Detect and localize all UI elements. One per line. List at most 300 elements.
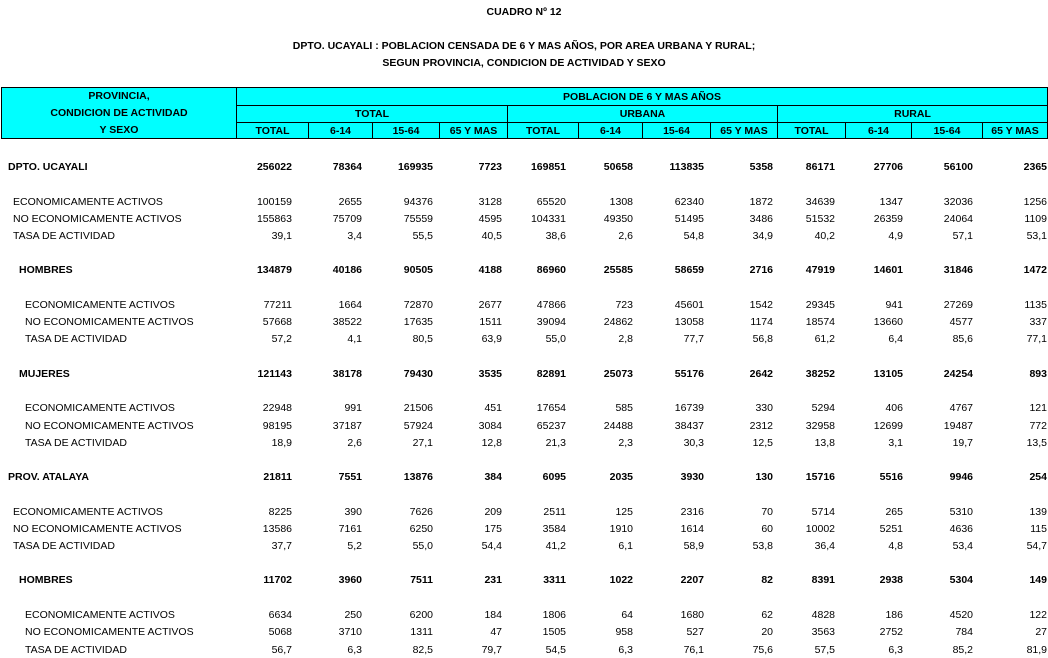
table-cell: 11702 <box>263 574 292 586</box>
table-cell: 79,7 <box>481 644 502 656</box>
table-cell: 39,1 <box>271 230 292 242</box>
table-cell: 49350 <box>603 213 633 225</box>
table-cell: 6250 <box>409 523 433 535</box>
table-cell: 2716 <box>749 264 773 276</box>
row-label: DPTO. UCAYALI <box>8 161 88 173</box>
table-cell: 6,1 <box>618 540 633 552</box>
table-cell: 13,5 <box>1026 437 1047 449</box>
table-cell: 62 <box>761 609 773 621</box>
table-cell: 6200 <box>409 609 433 621</box>
table-cell: 149 <box>1029 574 1047 586</box>
table-cell: 47866 <box>536 299 566 311</box>
table-cell: 772 <box>1029 420 1047 432</box>
table-cell: 4577 <box>949 316 973 328</box>
table-cell: 75559 <box>403 213 433 225</box>
stub-header-line3: Y SEXO <box>99 123 139 136</box>
table-cell: 5358 <box>749 161 773 173</box>
table-cell: 19487 <box>943 420 973 432</box>
table-cell: 527 <box>686 626 704 638</box>
table-cell: 54,5 <box>545 644 566 656</box>
table-cell: 7626 <box>409 506 433 518</box>
column-header-4: TOTAL <box>507 122 579 139</box>
table-cell: 6,3 <box>888 644 903 656</box>
row-label: MUJERES <box>19 368 70 380</box>
table-cell: 2511 <box>543 506 566 518</box>
table-cell: 3,1 <box>888 437 903 449</box>
row-label: NO ECONOMICAMENTE ACTIVOS <box>25 626 194 638</box>
table-cell: 81,9 <box>1026 644 1047 656</box>
table-cell: 958 <box>615 626 633 638</box>
table-cell: 4595 <box>478 213 502 225</box>
table-cell: 122 <box>1029 609 1047 621</box>
column-header-8: TOTAL <box>777 122 846 139</box>
table-cell: 3710 <box>338 626 362 638</box>
table-cell: 941 <box>885 299 903 311</box>
table-cell: 29345 <box>805 299 835 311</box>
table-row <box>0 469 1048 485</box>
table-cell: 6,3 <box>618 644 633 656</box>
table-cell: 2655 <box>338 196 362 208</box>
row-label: NO ECONOMICAMENTE ACTIVOS <box>13 523 182 535</box>
table-cell: 1664 <box>338 299 362 311</box>
table-cell: 54,4 <box>481 540 502 552</box>
table-cell: 3,4 <box>347 230 362 242</box>
table-cell: 384 <box>484 471 502 483</box>
table-cell: 7723 <box>478 161 502 173</box>
column-header-2: 15-64 <box>372 122 440 139</box>
table-cell: 7551 <box>338 471 362 483</box>
table-cell: 4,8 <box>888 540 903 552</box>
table-cell: 991 <box>344 402 362 414</box>
table-cell: 13586 <box>262 523 292 535</box>
table-cell: 54,7 <box>1026 540 1047 552</box>
population-group-header: POBLACION DE 6 Y MAS AÑOS <box>236 87 1048 106</box>
table-cell: 2312 <box>749 420 773 432</box>
table-cell: 30,3 <box>683 437 704 449</box>
table-cell: 8225 <box>268 506 292 518</box>
table-cell: 1135 <box>1024 299 1047 311</box>
table-cell: 5516 <box>879 471 903 483</box>
table-cell: 16739 <box>674 402 704 414</box>
table-cell: 82 <box>761 574 773 586</box>
table-cell: 256022 <box>256 161 292 173</box>
table-cell: 57,2 <box>271 333 292 345</box>
table-cell: 723 <box>615 299 633 311</box>
table-cell: 90505 <box>403 264 433 276</box>
table-cell: 134879 <box>256 264 292 276</box>
table-cell: 50658 <box>603 161 633 173</box>
table-cell: 64 <box>621 609 633 621</box>
table-cell: 5068 <box>268 626 292 638</box>
table-cell: 21,3 <box>545 437 566 449</box>
table-cell: 1311 <box>410 626 433 638</box>
table-cell: 56,7 <box>271 644 292 656</box>
table-cell: 231 <box>484 574 502 586</box>
table-row <box>0 366 1048 382</box>
table-row <box>0 297 1048 313</box>
table-row <box>0 435 1048 451</box>
row-label: NO ECONOMICAMENTE ACTIVOS <box>13 213 182 225</box>
table-cell: 121 <box>1029 402 1047 414</box>
table-row <box>0 642 1048 658</box>
area-header-total: TOTAL <box>236 105 508 123</box>
area-header-urbana: URBANA <box>507 105 778 123</box>
row-label: TASA DE ACTIVIDAD <box>13 540 115 552</box>
table-row <box>0 400 1048 416</box>
table-cell: 58,9 <box>683 540 704 552</box>
table-cell: 27269 <box>943 299 973 311</box>
table-cell: 330 <box>755 402 773 414</box>
table-cell: 6,3 <box>347 644 362 656</box>
table-cell: 14601 <box>873 264 903 276</box>
table-cell: 82,5 <box>412 644 433 656</box>
table-cell: 17635 <box>403 316 433 328</box>
column-header-9: 6-14 <box>845 122 912 139</box>
area-header-rural: RURAL <box>777 105 1048 123</box>
table-cell: 65520 <box>536 196 566 208</box>
table-cell: 13058 <box>674 316 704 328</box>
table-cell: 3960 <box>338 574 362 586</box>
table-cell: 75709 <box>332 213 362 225</box>
row-label: NO ECONOMICAMENTE ACTIVOS <box>25 420 194 432</box>
table-cell: 2,6 <box>618 230 633 242</box>
table-cell: 20 <box>761 626 773 638</box>
table-row <box>0 504 1048 520</box>
table-cell: 1542 <box>749 299 773 311</box>
table-cell: 104331 <box>530 213 566 225</box>
table-cell: 38,6 <box>545 230 566 242</box>
table-row <box>0 159 1048 175</box>
table-cell: 113835 <box>669 161 704 173</box>
table-cell: 7511 <box>410 574 433 586</box>
table-cell: 4,9 <box>888 230 903 242</box>
table-cell: 58659 <box>674 264 704 276</box>
table-cell: 38437 <box>674 420 704 432</box>
table-subtitle-line2: SEGUN PROVINCIA, CONDICION DE ACTIVIDAD Y SEXO <box>382 57 666 69</box>
table-cell: 406 <box>885 402 903 414</box>
table-cell: 12,8 <box>481 437 502 449</box>
table-cell: 63,9 <box>481 333 502 345</box>
table-cell: 36,4 <box>814 540 835 552</box>
table-cell: 26359 <box>873 213 903 225</box>
table-cell: 6634 <box>268 609 292 621</box>
table-row <box>0 418 1048 434</box>
table-cell: 254 <box>1029 471 1047 483</box>
table-cell: 38178 <box>332 368 362 380</box>
table-cell: 265 <box>885 506 903 518</box>
table-cell: 169935 <box>397 161 433 173</box>
table-cell: 24862 <box>603 316 633 328</box>
table-cell: 13876 <box>403 471 433 483</box>
table-row <box>0 607 1048 623</box>
table-cell: 39094 <box>536 316 566 328</box>
table-cell: 53,1 <box>1026 230 1047 242</box>
table-cell: 86960 <box>536 264 566 276</box>
table-cell: 13,8 <box>814 437 835 449</box>
table-cell: 77,7 <box>683 333 704 345</box>
table-cell: 115 <box>1030 523 1047 535</box>
table-cell: 72870 <box>403 299 433 311</box>
table-cell: 25585 <box>603 264 633 276</box>
table-cell: 15716 <box>805 471 835 483</box>
table-cell: 77,1 <box>1026 333 1047 345</box>
column-header-0: TOTAL <box>236 122 309 139</box>
table-cell: 2,3 <box>618 437 633 449</box>
stub-header-line2: CONDICION DE ACTIVIDAD <box>50 106 188 119</box>
table-cell: 1308 <box>609 196 633 208</box>
table-cell: 2035 <box>609 471 633 483</box>
table-cell: 85,2 <box>952 644 973 656</box>
table-cell: 4767 <box>949 402 973 414</box>
table-cell: 55,0 <box>545 333 566 345</box>
table-cell: 8391 <box>811 574 835 586</box>
row-label: NO ECONOMICAMENTE ACTIVOS <box>25 316 194 328</box>
table-cell: 3930 <box>680 471 704 483</box>
table-cell: 9946 <box>949 471 973 483</box>
row-label: ECONOMICAMENTE ACTIVOS <box>13 506 163 518</box>
table-cell: 57668 <box>262 316 292 328</box>
table-cell: 1680 <box>680 609 704 621</box>
row-label: ECONOMICAMENTE ACTIVOS <box>25 609 175 621</box>
column-header-3: 65 Y MAS <box>439 122 508 139</box>
table-cell: 2642 <box>749 368 773 380</box>
table-cell: 1109 <box>1024 213 1047 225</box>
table-cell: 86171 <box>805 161 835 173</box>
table-cell: 27 <box>1035 626 1047 638</box>
table-cell: 2677 <box>478 299 502 311</box>
table-cell: 3084 <box>478 420 502 432</box>
table-cell: 3486 <box>749 213 773 225</box>
table-cell: 56,8 <box>752 333 773 345</box>
table-cell: 27,1 <box>412 437 433 449</box>
table-cell: 18,9 <box>271 437 292 449</box>
table-cell: 184 <box>484 609 502 621</box>
table-cell: 75,6 <box>752 644 773 656</box>
table-cell: 21811 <box>263 471 292 483</box>
row-label: PROV. ATALAYA <box>8 471 89 483</box>
table-cell: 169851 <box>530 161 566 173</box>
row-label: TASA DE ACTIVIDAD <box>25 333 127 345</box>
table-cell: 585 <box>615 402 633 414</box>
table-cell: 78364 <box>332 161 362 173</box>
table-cell: 31846 <box>943 264 973 276</box>
table-cell: 3535 <box>478 368 502 380</box>
row-label: TASA DE ACTIVIDAD <box>25 644 127 656</box>
table-header <box>1 87 1048 139</box>
row-label: ECONOMICAMENTE ACTIVOS <box>25 299 175 311</box>
table-row <box>0 314 1048 330</box>
table-cell: 82891 <box>536 368 566 380</box>
table-cell: 1022 <box>609 574 633 586</box>
table-cell: 2,8 <box>618 333 633 345</box>
table-cell: 77211 <box>263 299 292 311</box>
table-cell: 56100 <box>943 161 973 173</box>
table-cell: 47 <box>490 626 502 638</box>
table-cell: 53,8 <box>752 540 773 552</box>
table-cell: 175 <box>484 523 502 535</box>
table-row <box>0 572 1048 588</box>
table-cell: 32958 <box>805 420 835 432</box>
table-cell: 41,2 <box>545 540 566 552</box>
table-cell: 24488 <box>603 420 633 432</box>
table-cell: 4520 <box>949 609 973 621</box>
stub-header-line1: PROVINCIA, <box>88 89 150 102</box>
table-cell: 76,1 <box>683 644 704 656</box>
table-cell: 1174 <box>750 316 773 328</box>
column-header-7: 65 Y MAS <box>710 122 778 139</box>
table-cell: 60 <box>761 523 773 535</box>
table-cell: 2752 <box>879 626 903 638</box>
table-cell: 4636 <box>949 523 973 535</box>
table-cell: 85,6 <box>952 333 973 345</box>
table-cell: 40186 <box>332 264 362 276</box>
table-cell: 51532 <box>805 213 835 225</box>
table-cell: 3128 <box>478 196 502 208</box>
table-cell: 57,5 <box>814 644 835 656</box>
table-cell: 62340 <box>674 196 704 208</box>
table-cell: 3311 <box>543 574 566 586</box>
table-cell: 34639 <box>805 196 835 208</box>
row-label: TASA DE ACTIVIDAD <box>13 230 115 242</box>
table-cell: 19,7 <box>952 437 973 449</box>
table-cell: 337 <box>1029 316 1047 328</box>
column-header-11: 65 Y MAS <box>982 122 1048 139</box>
table-cell: 2316 <box>680 506 704 518</box>
table-cell: 98195 <box>262 420 292 432</box>
table-cell: 21506 <box>403 402 433 414</box>
table-cell: 51495 <box>674 213 704 225</box>
table-cell: 6095 <box>542 471 566 483</box>
row-label: HOMBRES <box>19 574 73 586</box>
table-cell: 3563 <box>811 626 835 638</box>
table-cell: 12699 <box>873 420 903 432</box>
table-cell: 12,5 <box>752 437 773 449</box>
table-cell: 80,5 <box>412 333 433 345</box>
table-cell: 1806 <box>542 609 566 621</box>
table-row <box>0 228 1048 244</box>
stub-header <box>1 87 237 139</box>
table-row <box>0 521 1048 537</box>
table-cell: 1910 <box>609 523 633 535</box>
table-cell: 451 <box>484 402 502 414</box>
table-cell: 70 <box>761 506 773 518</box>
table-cell: 57,1 <box>952 230 973 242</box>
table-cell: 3584 <box>542 523 566 535</box>
row-label: HOMBRES <box>19 264 73 276</box>
table-row <box>0 331 1048 347</box>
column-header-10: 15-64 <box>911 122 983 139</box>
table-cell: 390 <box>344 506 362 518</box>
table-cell: 37,7 <box>271 540 292 552</box>
table-cell: 5294 <box>811 402 835 414</box>
row-label: ECONOMICAMENTE ACTIVOS <box>25 402 175 414</box>
table-cell: 18574 <box>805 316 835 328</box>
table-cell: 1505 <box>542 626 566 638</box>
table-cell: 40,5 <box>481 230 502 242</box>
table-cell: 57924 <box>403 420 433 432</box>
column-header-5: 6-14 <box>578 122 643 139</box>
table-cell: 2938 <box>879 574 903 586</box>
table-row <box>0 194 1048 210</box>
table-cell: 1511 <box>479 316 502 328</box>
row-label: ECONOMICAMENTE ACTIVOS <box>13 196 163 208</box>
table-cell: 17654 <box>536 402 566 414</box>
table-row <box>0 624 1048 640</box>
table-cell: 47919 <box>805 264 835 276</box>
table-cell: 5251 <box>879 523 903 535</box>
table-cell: 94376 <box>403 196 433 208</box>
table-cell: 139 <box>1029 506 1047 518</box>
table-number-title: CUADRO Nº 12 <box>486 6 562 18</box>
table-cell: 55176 <box>674 368 704 380</box>
table-cell: 125 <box>615 506 633 518</box>
table-cell: 55,5 <box>412 230 433 242</box>
table-cell: 130 <box>755 471 773 483</box>
table-cell: 4188 <box>478 264 502 276</box>
row-label: TASA DE ACTIVIDAD <box>25 437 127 449</box>
table-cell: 2365 <box>1023 161 1047 173</box>
table-cell: 7161 <box>338 523 362 535</box>
table-cell: 37187 <box>332 420 362 432</box>
table-row <box>0 211 1048 227</box>
table-cell: 22948 <box>262 402 292 414</box>
table-cell: 5310 <box>949 506 973 518</box>
table-cell: 5,2 <box>347 540 362 552</box>
column-header-1: 6-14 <box>308 122 373 139</box>
table-cell: 1256 <box>1023 196 1047 208</box>
table-cell: 65237 <box>536 420 566 432</box>
table-cell: 6,4 <box>888 333 903 345</box>
table-cell: 1472 <box>1023 264 1047 276</box>
table-cell: 4,1 <box>347 333 362 345</box>
column-header-6: 15-64 <box>642 122 711 139</box>
table-cell: 34,9 <box>752 230 773 242</box>
table-cell: 893 <box>1029 368 1047 380</box>
table-row <box>0 538 1048 554</box>
table-cell: 209 <box>484 506 502 518</box>
table-cell: 10002 <box>805 523 835 535</box>
table-cell: 24254 <box>943 368 973 380</box>
table-cell: 1872 <box>749 196 773 208</box>
table-cell: 40,2 <box>814 230 835 242</box>
table-cell: 5714 <box>811 506 835 518</box>
table-cell: 38522 <box>332 316 362 328</box>
table-cell: 100159 <box>256 196 292 208</box>
table-cell: 32036 <box>943 196 973 208</box>
table-cell: 2207 <box>680 574 704 586</box>
table-cell: 79430 <box>403 368 433 380</box>
table-cell: 25073 <box>603 368 633 380</box>
table-subtitle-line1: DPTO. UCAYALI : POBLACION CENSADA DE 6 Y MAS AÑOS, POR AREA URBANA Y RURAL; <box>292 40 756 52</box>
table-cell: 61,2 <box>814 333 835 345</box>
table-cell: 53,4 <box>952 540 973 552</box>
table-cell: 54,8 <box>683 230 704 242</box>
table-cell: 2,6 <box>347 437 362 449</box>
table-cell: 1614 <box>680 523 704 535</box>
table-cell: 155863 <box>256 213 292 225</box>
table-cell: 5304 <box>949 574 973 586</box>
table-cell: 27706 <box>873 161 903 173</box>
table-cell: 13660 <box>873 316 903 328</box>
table-cell: 4828 <box>811 609 835 621</box>
table-row <box>0 262 1048 278</box>
table-cell: 24064 <box>943 213 973 225</box>
table-cell: 13105 <box>873 368 903 380</box>
table-cell: 55,0 <box>412 540 433 552</box>
table-cell: 186 <box>885 609 903 621</box>
table-cell: 1347 <box>879 196 903 208</box>
table-cell: 38252 <box>805 368 835 380</box>
